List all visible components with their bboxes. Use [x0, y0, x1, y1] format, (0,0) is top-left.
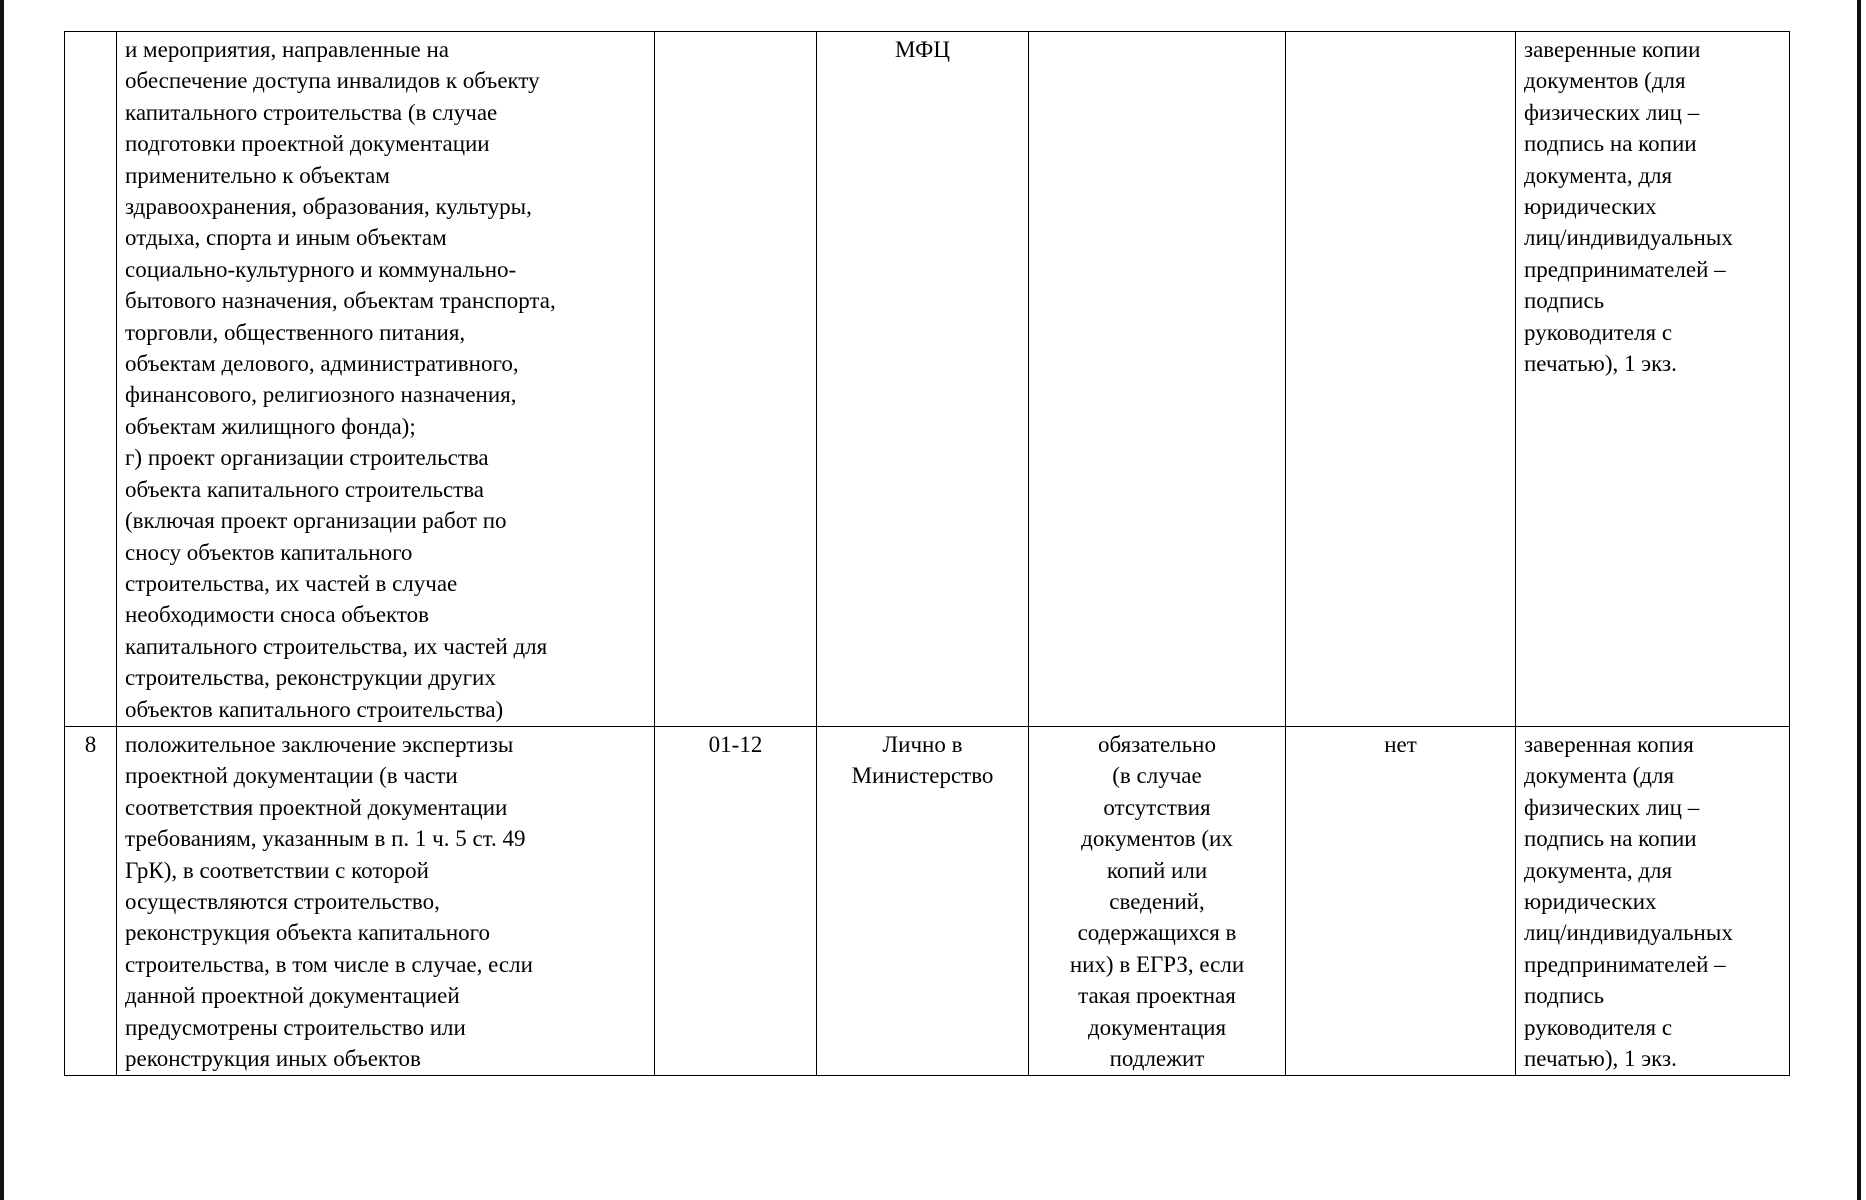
page-edge-right	[1857, 0, 1861, 1200]
submission-method-cell: МФЦ	[817, 32, 1029, 727]
document-name-cell: и мероприятия, направленные на обеспечение доступа инвалидов к объекту капитального строительства (в случае подготовки проектной документации применительно к объектам здравоохранения, образования, культуры, отдыха, спорта и иным объектам социально-культурного и коммунально- бытового назначения, объектам транспорта, торговли, общественного питания, объектам делового, административного, финансового, религиозного назначения, объектам жилищного фонда); г) проект организации строительства объекта капитального строительства (включая проект организации работ по сносу объектов капитального строительства, их частей в случае необходимости сноса объектов капитального строительства, их частей для строительства, реконструкции других объектов капитального строительства)	[117, 32, 655, 727]
table-row	[65, 32, 1790, 727]
row-number-cell: 8	[65, 726, 117, 1075]
document-requirements-cell: заверенные копии документов (для физических лиц – подпись на копии документа, для юридических лиц/индивидуальных предпринимателей – подпись руководителя с печатью), 1 экз.	[1516, 32, 1790, 727]
interagency-cell: нет	[1286, 726, 1516, 1075]
document-code-cell	[655, 32, 817, 727]
interagency-cell	[1286, 32, 1516, 727]
document-requirements-cell: заверенная копия документа (для физических лиц – подпись на копии документа, для юридических лиц/индивидуальных предпринимателей – подпись руководителя с печатью), 1 экз.	[1516, 726, 1790, 1075]
row-number-cell	[65, 32, 117, 727]
document-name-cell: положительное заключение экспертизы проектной документации (в части соответствия проектной документации требованиям, указанным в п. 1 ч. 5 ст. 49 ГрК), в соответствии с которой осуществляются строительство, реконструкция объекта капитального строительства, в том числе в случае, если данной проектной документацией предусмотрены строительство или реконструкция иных объектов	[117, 726, 655, 1075]
document-code-cell: 01-12	[655, 726, 817, 1075]
requirement-cell	[1029, 32, 1286, 727]
document-table	[64, 31, 1790, 1076]
page-edge-left	[0, 0, 4, 1200]
table-row	[65, 726, 1790, 1075]
submission-method-cell: Лично в Министерство	[817, 726, 1029, 1075]
requirement-cell: обязательно (в случае отсутствия документов (их копий или сведений, содержащихся в них) в ЕГРЗ, если такая проектная документация подлежит	[1029, 726, 1286, 1075]
